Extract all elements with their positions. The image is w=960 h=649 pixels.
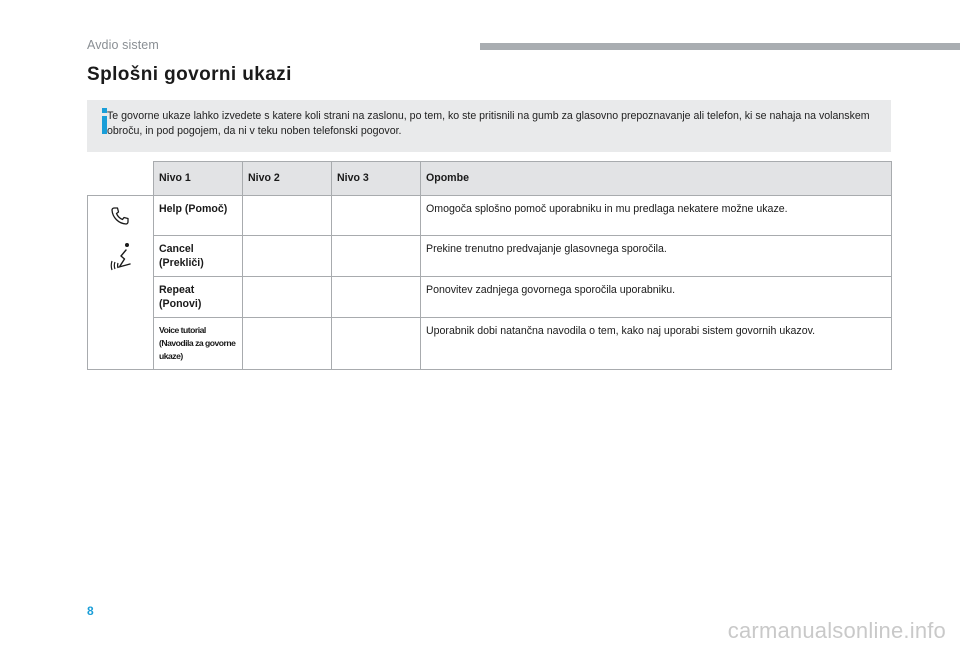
table-row (88, 196, 892, 236)
row-repeat-level2 (243, 277, 332, 318)
table-row (88, 318, 892, 370)
row-cancel-level2 (243, 236, 332, 277)
header-notes: Opombe (421, 162, 892, 196)
page-number: 8 (87, 604, 94, 618)
row-repeat-level3 (332, 277, 421, 318)
row-help-level1: Help (Pomoč) (154, 196, 243, 236)
row-help-note: Omogoča splošno pomoč uporabniku in mu predlaga nekatere možne ukaze. (421, 196, 892, 236)
page-title: Splošni govorni ukazi (87, 64, 292, 85)
table-row (88, 277, 892, 318)
header-level-1: Nivo 1 (154, 162, 243, 196)
watermark: carmanualsonline.info (727, 618, 946, 643)
voice-command-icon (110, 242, 132, 272)
header-bar (480, 43, 960, 50)
table-header-row (88, 162, 892, 196)
header-level-3: Nivo 3 (332, 162, 421, 196)
voice-commands-table (87, 161, 892, 370)
row-cancel-level1: Cancel (Prekliči) (154, 236, 243, 277)
header-level-2: Nivo 2 (243, 162, 332, 196)
info-text: Te govorne ukaze lahko izvedete s katere koli strani na zaslonu, po tem, ko ste pritisnili na gumb za glasovno prepoznavanje ali telefon, ki se nahaja na volanskem obroču, in pod pogojem, da ni v teku noben telefonski pogovor. (107, 110, 870, 137)
row-cancel-note: Prekine trenutno predvajanje glasovnega sporočila. (421, 236, 892, 277)
info-box (87, 100, 891, 152)
section-label: Avdio sistem (87, 38, 159, 52)
row-help-level2 (243, 196, 332, 236)
row-repeat-level1: Repeat (Ponovi) (154, 277, 243, 318)
row-tutorial-note: Uporabnik dobi natančna navodila o tem, kako naj uporabi sistem govornih ukazov. (421, 318, 892, 370)
header-blank (88, 162, 154, 196)
row-help-level3 (332, 196, 421, 236)
table-row (88, 236, 892, 277)
row-cancel-level3 (332, 236, 421, 277)
row-tutorial-level2 (243, 318, 332, 370)
row-tutorial-level3 (332, 318, 421, 370)
row-repeat-note: Ponovitev zadnjega govornega sporočila uporabniku. (421, 277, 892, 318)
phone-icon (110, 206, 130, 226)
icons-cell (88, 196, 154, 370)
row-tutorial-level1: Voice tutorial (Navodila za govorne ukaze) (154, 318, 243, 370)
